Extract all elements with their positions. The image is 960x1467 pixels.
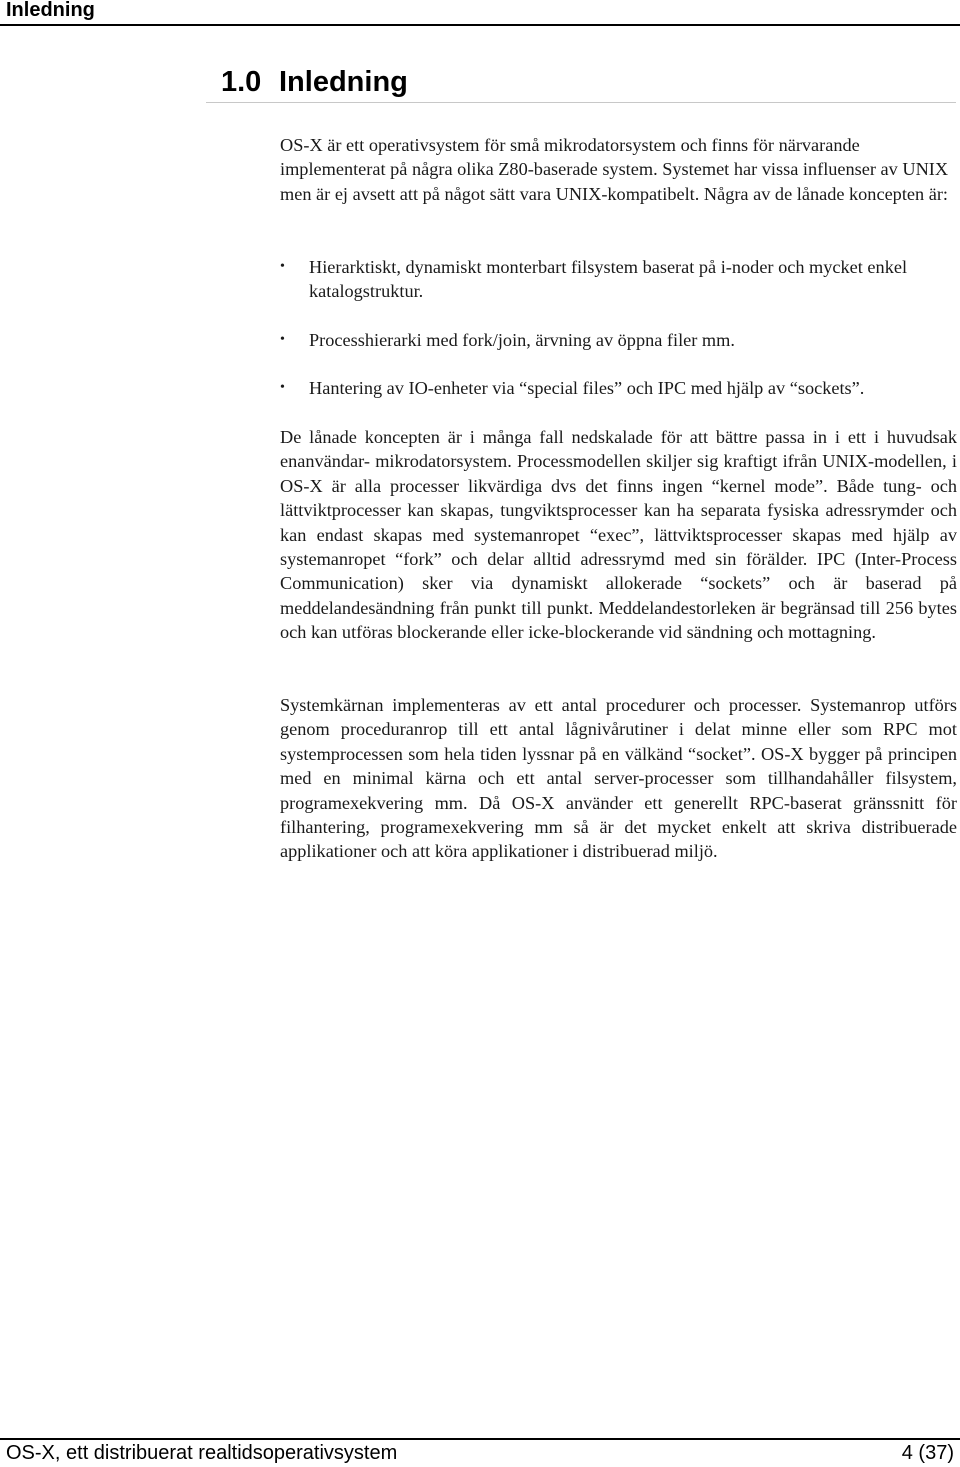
footer-document-title: OS-X, ett distribuerat realtidsoperativsystem	[6, 1442, 398, 1464]
running-header-title: Inledning	[6, 0, 95, 21]
list-item-text: Processhierarki med fork/join, ärvning av öppna filer mm.	[309, 329, 735, 350]
bullet-icon: •	[280, 380, 285, 396]
bullet-icon: •	[280, 331, 285, 347]
footer-page-number: 4 (37)	[901, 1442, 954, 1464]
heading-divider	[206, 102, 956, 103]
header-divider	[0, 24, 960, 26]
system-kernel-paragraph: Systemkärnan implementeras av ett antal procedurer och processer. Systemanrop utförs genom proceduranrop till ett antal lågnivårutiner i delat minne eller som RPC mot systemprocessen som hela tiden lyssnar på en välkänd “socket”. OS-X bygger på principen med en minimal kärna och ett antal server-processer som tillhandahåller filsystem, programexekvering mm. Då OS-X använder ett generellt RPC-baserat gränssnitt för filhantering, programexekvering mm så är det mycket enkelt att skriva distribuerade applikationer och att köra applikationer i distribuerad miljö.	[280, 695, 957, 862]
section-title: Inledning	[279, 66, 408, 98]
section-number: 1.0	[221, 66, 262, 98]
list-item	[280, 376, 957, 400]
list-item-text: Hierarktiskt, dynamiskt monterbart filsystem baserat på i-noder och mycket enkel katalogstruktur.	[309, 257, 908, 302]
list-item	[280, 255, 957, 304]
section-heading	[221, 64, 408, 100]
list-item	[280, 328, 957, 352]
bullet-icon: •	[280, 259, 285, 274]
intro-paragraph: OS-X är ett operativsystem för små mikrodatorsystem och finns för närvarande implementerat på några olika Z80-baserade system. Systemet har vissa influenser av UNIX men är ej avsett att på något sätt vara UNIX-kompatibelt. Några av de lånade koncepten är:	[280, 135, 949, 204]
borrowed-concepts-list	[280, 255, 957, 425]
list-item-text: Hantering av IO-enheter via “special files” och IPC med hjälp av “sockets”.	[309, 378, 865, 399]
process-model-paragraph: De lånade koncepten är i många fall nedskalade för att bättre passa in i ett i huvudsak enanvändar- mikrodatorsystem. Processmodellen skiljer sig kraftigt ifrån UNIX-modellen, i OS-X är alla processer likvärdiga dvs det finns ingen “kernel mode”. Både tung- och lättviktprocesser kan skapas, tungviktsprocesser kan ha separata fysiska adressrymder och kan endast skapas med systemanropet “exec”, lättviktsprocesser skapas med hjälp av systemanropet “fork” och delar alltid adressrymd med sin förälder. IPC (Inter-Process Communication) sker via dynamiskt allokerade “sockets” och är baserad på meddelandesändning från punkt till punkt. Meddelandestorleken är begränsad till 256 bytes och kan utföras blockerande eller icke-blockerande vid sändning och mottagning.	[280, 427, 957, 643]
